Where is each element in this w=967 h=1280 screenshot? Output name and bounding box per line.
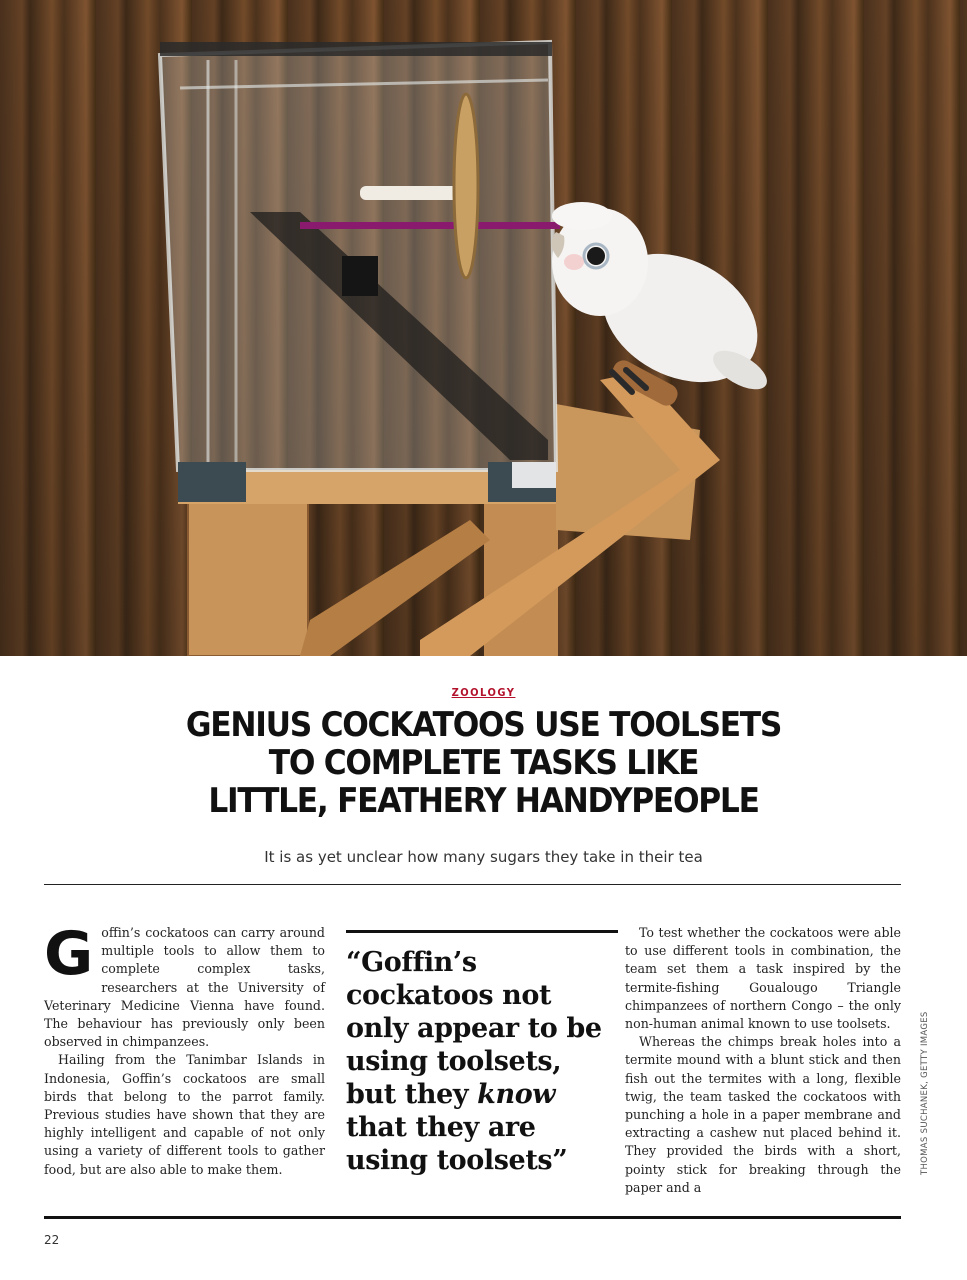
page-number: 22 bbox=[44, 1233, 60, 1247]
headline-line: LITTLE, FEATHERY HANDYPEOPLE bbox=[208, 781, 759, 821]
photo-credit: THOMAS SUCHANEK, GETTY IMAGES bbox=[920, 1011, 930, 1175]
body-column-1 bbox=[44, 919, 325, 1179]
divider bbox=[44, 884, 901, 885]
pullquote-text: “Goffin’s cockatoos not only appear to be using toolsets, but they bbox=[346, 947, 602, 1110]
body-paragraph: To test whether the cockatoos were able to use different tools in combination, the team set them a task inspired by the termite-fishing Goualougo Triangle chimpanzees of northern Congo – the only non-human animal known to use toolsets. bbox=[625, 925, 901, 1032]
body-column-3 bbox=[625, 924, 901, 1197]
section-kicker: ZOOLOGY bbox=[451, 686, 516, 699]
body-paragraph: Whereas the chimps break holes into a termite mound with a blunt stick and then fish out the termites with a long, flexible twig, the team tasked the cockatoos with punching a hole in a paper membrane and extracting a cashew nut placed behind it. They provided the birds with a short, pointy stick for breaking through the paper and a bbox=[625, 1034, 901, 1195]
headline-line: GENIUS COCKATOOS USE TOOLSETS bbox=[185, 705, 782, 745]
headline-line: TO COMPLETE TASKS LIKE bbox=[268, 743, 699, 783]
drop-cap: G bbox=[44, 919, 94, 989]
standfirst: It is as yet unclear how many sugars they take in their tea bbox=[264, 848, 703, 866]
footer-rule bbox=[44, 1216, 901, 1219]
body-paragraph: Hailing from the Tanimbar Islands in Indonesia, Goffin’s cockatoos are small birds that belong to the parrot family. Previous studies have shown that they are highly intelligent and capable of not only using a variety of different tools to gather food, but are also able to make them. bbox=[44, 1052, 325, 1177]
pullquote-emphasis: know bbox=[477, 1079, 556, 1110]
pullquote-text: that they are using toolsets” bbox=[346, 1112, 568, 1176]
headline bbox=[39, 706, 929, 820]
pullquote bbox=[346, 946, 618, 1177]
body-text: offin’s cockatoos can carry around multiple tools to allow them to complete complex tasks, researchers at the University of Veterinary Medicine Vienna have found. The behaviour has previously only been observed in chimpanzees. bbox=[44, 925, 325, 1050]
body-paragraph bbox=[44, 919, 325, 1051]
pullquote-rule bbox=[346, 930, 618, 933]
